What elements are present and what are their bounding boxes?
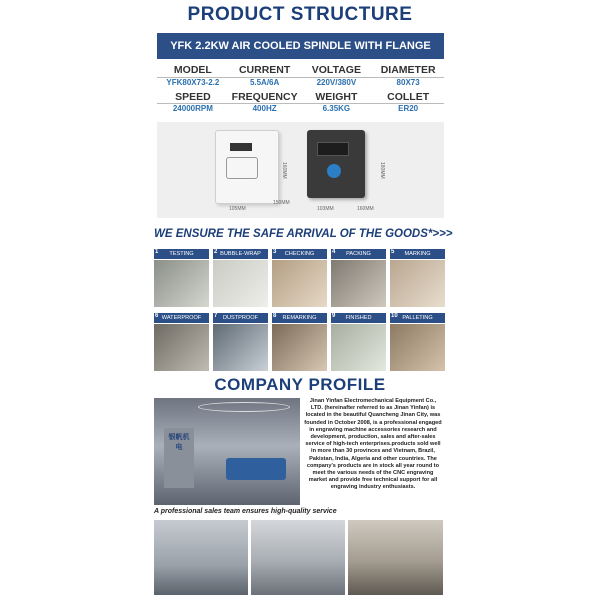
ceiling-light xyxy=(198,402,290,412)
step-label: DUSTPROOF xyxy=(213,313,268,323)
step-photo xyxy=(154,260,209,307)
step-label: FINISHED xyxy=(331,313,386,323)
step-photo xyxy=(331,324,386,371)
step-photo xyxy=(272,260,327,307)
step-photo xyxy=(272,324,327,371)
step-waterproof xyxy=(154,313,209,371)
company-sign: 银帆机电 xyxy=(168,434,190,451)
inverter-black-image xyxy=(307,130,365,198)
step-bubble-wrap xyxy=(213,249,268,307)
step-packing xyxy=(331,249,386,307)
spec-value: 400HZ xyxy=(252,104,277,113)
spec-value: 5.5A/6A xyxy=(249,78,280,87)
inverter-dial xyxy=(327,164,341,178)
spec-label: MODEL xyxy=(173,64,212,76)
company-lobby-photo xyxy=(154,398,300,505)
dimension-label: 160MM xyxy=(357,206,374,212)
spec-label: FREQUENCY xyxy=(231,91,298,103)
spec-label: CURRENT xyxy=(238,64,291,76)
step-number: 2 xyxy=(214,249,218,255)
step-number: 7 xyxy=(214,313,218,319)
company-profile-heading: COMPANY PROFILE xyxy=(214,375,386,394)
product-image-panel xyxy=(157,122,444,218)
step-photo xyxy=(213,324,268,371)
safe-arrival-heading: WE ENSURE THE SAFE ARRIVAL OF THE GOODS*>>> xyxy=(154,228,453,240)
step-number: 1 xyxy=(155,249,159,255)
spec-value: YFK80X73-2.2 xyxy=(166,78,220,87)
inverter-display xyxy=(230,143,252,151)
dimension-label: 150MM xyxy=(273,200,290,206)
spec-value: 6.35KG xyxy=(322,104,351,113)
step-checking xyxy=(272,249,327,307)
dimension-label: 103MM xyxy=(317,206,334,212)
inverter-white-image xyxy=(215,130,279,204)
spec-value: 80X73 xyxy=(396,78,420,87)
spec-value: 24000RPM xyxy=(172,104,213,113)
spec-row2-labels xyxy=(157,91,444,103)
step-palleting xyxy=(390,313,445,371)
step-photo xyxy=(390,324,445,371)
step-number: 4 xyxy=(332,249,336,255)
sales-team-caption: A professional sales team ensures high-quality service xyxy=(154,508,337,515)
pool-table xyxy=(226,458,286,480)
dimension-label: 105MM xyxy=(229,206,246,212)
step-label: REMARKING xyxy=(272,313,327,323)
step-number: 6 xyxy=(155,313,159,319)
step-label: CHECKING xyxy=(272,249,327,259)
step-label: PACKING xyxy=(331,249,386,259)
spec-row1-values xyxy=(157,78,444,87)
spec-value: 220V/380V xyxy=(316,78,357,87)
office-photo xyxy=(154,520,248,595)
step-label: PALLETING xyxy=(390,313,445,323)
step-number: 5 xyxy=(391,249,395,255)
step-photo xyxy=(154,324,209,371)
step-label: BUBBLE-WRAP xyxy=(213,249,268,259)
step-marking xyxy=(390,249,445,307)
dimension-label: 180MM xyxy=(379,162,385,179)
dimension-label: 160MM xyxy=(281,162,287,179)
step-photo xyxy=(331,260,386,307)
step-label: WATERPROOF xyxy=(154,313,209,323)
spec-title-bar: YFK 2.2KW AIR COOLED SPINDLE WITH FLANGE xyxy=(157,33,444,59)
spec-label: DIAMETER xyxy=(380,64,436,76)
step-remarking xyxy=(272,313,327,371)
step-label: TESTING xyxy=(154,249,209,259)
spec-row1-labels xyxy=(157,64,444,76)
inverter-keypad xyxy=(226,157,258,179)
spec-label: SPEED xyxy=(175,91,211,103)
step-number: 10 xyxy=(391,313,398,319)
spec-label: COLLET xyxy=(387,91,430,103)
step-testing xyxy=(154,249,209,307)
step-photo xyxy=(213,260,268,307)
spec-label: WEIGHT xyxy=(315,91,358,103)
step-number: 3 xyxy=(273,249,277,255)
office-photo xyxy=(251,520,345,595)
step-number: 9 xyxy=(332,313,336,319)
product-structure-heading: PRODUCT STRUCTURE xyxy=(187,4,413,25)
company-description: Jinan Yinfan Electromechanical Equipment Co., LTD. (hereinafter referred to as Jinan Yinfan) is located in the beautiful Quancheng Jinan City, was founded in October 2008, is a professional engaged in engraving machine accessories research and development, production, sales and after-sales service of high-tech enterprises.products sold well in more than 30 provinces and Vietnam, Brazil, Pakistan, India, Algeria and other countries. The company's products are in stock all year round to meet the various needs of the CNC engraving market and provide free technical support for all engraving industry enthusiasts. xyxy=(304,398,442,491)
step-label: MARKING xyxy=(390,249,445,259)
step-finished xyxy=(331,313,386,371)
spec-value: ER20 xyxy=(398,104,419,113)
step-number: 8 xyxy=(273,313,277,319)
step-dustproof xyxy=(213,313,268,371)
spec-label: VOLTAGE xyxy=(311,64,361,76)
office-photo xyxy=(348,520,443,595)
step-photo xyxy=(390,260,445,307)
spec-row2-values xyxy=(157,104,444,113)
inverter-display xyxy=(317,142,349,156)
